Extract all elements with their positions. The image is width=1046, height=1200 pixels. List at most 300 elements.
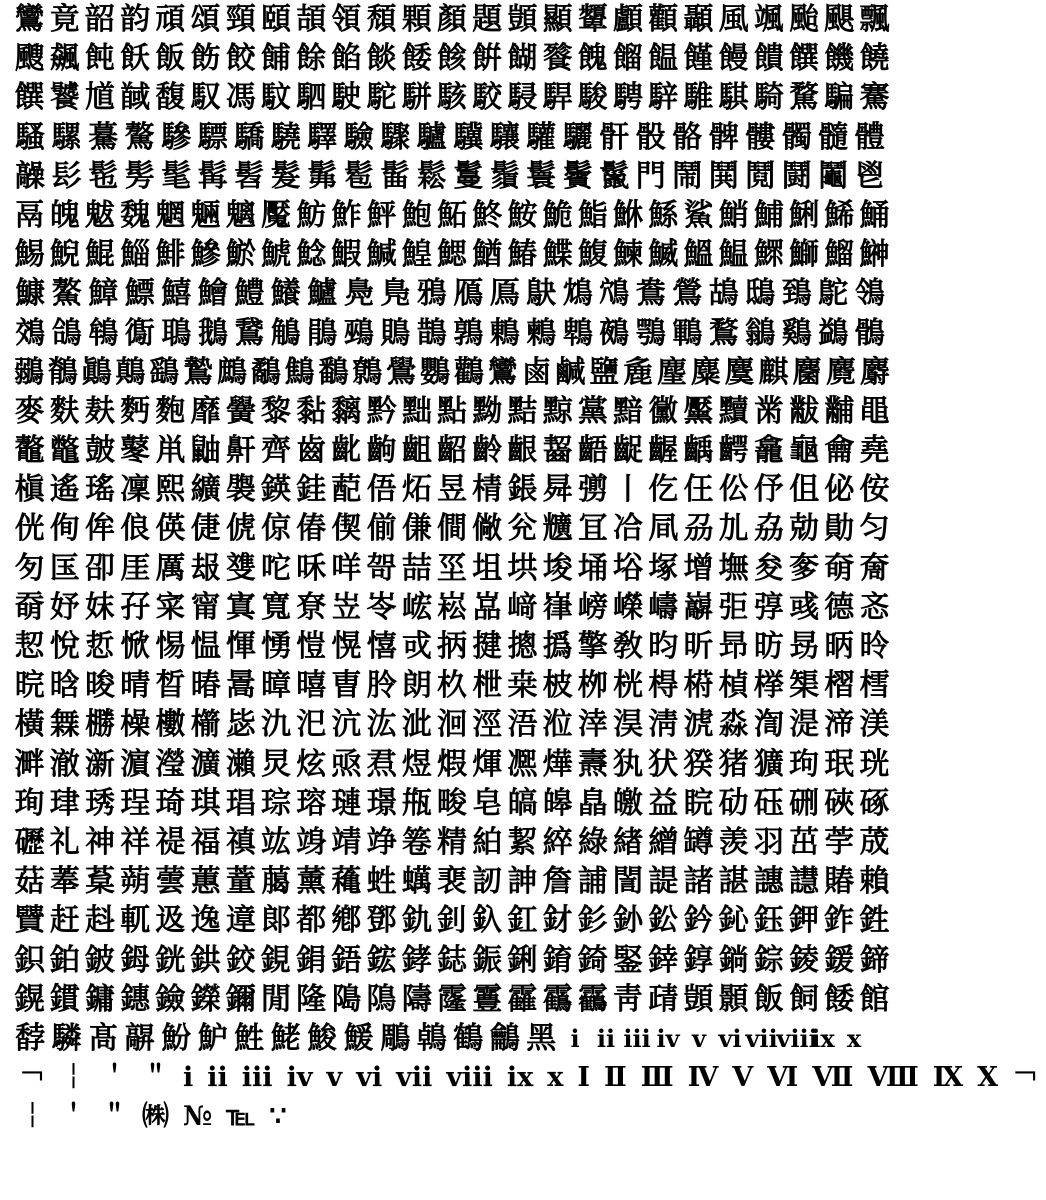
glyph: 鵈 (161, 315, 192, 351)
glyph: 饋 (753, 41, 784, 77)
glyph: 埈 (542, 550, 573, 586)
glyph: 鴕 (818, 276, 849, 312)
glyph: 晥 (14, 668, 45, 704)
glyph: 鰛 (718, 237, 749, 273)
glyph: 伃 (753, 472, 784, 508)
glyph: 侚 (49, 511, 80, 547)
glyph: 彅 (577, 472, 608, 508)
glyph: 塚 (648, 550, 679, 586)
glyph: 鮖 (437, 197, 468, 233)
glyph: 鵞 (234, 315, 265, 351)
glyph-row (12, 745, 892, 784)
glyph: 麌 (724, 354, 755, 390)
glyph: 瀇 (190, 746, 221, 782)
glyph: 曺 (331, 668, 362, 704)
glyph: 蕓 (155, 864, 186, 900)
glyph: 神 (85, 824, 115, 860)
glyph: 熙 (155, 472, 186, 508)
glyph: 麒 (758, 354, 789, 390)
glyph: 昮 (789, 629, 820, 664)
glyph: 砡 (753, 785, 784, 821)
glyph: 鮓 (331, 197, 362, 233)
glyph: 風 (718, 2, 749, 37)
glyph: 咩 (331, 550, 362, 586)
glyph: 麑 (826, 354, 857, 390)
glyph: 颯 (753, 2, 784, 37)
glyph: 領 (331, 2, 362, 37)
glyph: 鬚 (489, 158, 520, 194)
glyph: 餤 (366, 41, 397, 77)
numeral-glyph: ⅲ (623, 1023, 651, 1053)
glyph: 饒 (859, 41, 890, 77)
glyph: 靡 (190, 393, 221, 429)
glyph: 鈹 (85, 942, 115, 978)
glyph: 鯲 (225, 237, 256, 273)
glyph: 晗 (49, 668, 80, 704)
glyph: 鰤 (789, 237, 820, 273)
glyph-row (12, 705, 892, 744)
glyph: 隯 (401, 981, 432, 1017)
glyph: 鬯 (854, 158, 885, 194)
glyph: 鋗 (296, 942, 327, 978)
glyph-row (12, 901, 892, 940)
glyph: 﨔 (753, 668, 784, 704)
glyph: 炫 (296, 746, 327, 782)
glyph: 顥 (718, 981, 749, 1017)
glyph: 黌 (225, 393, 256, 429)
glyph: 礼 (49, 824, 80, 860)
glyph: 增 (683, 550, 714, 586)
glyph: 鮨 (577, 197, 608, 233)
glyph: 鼬 (190, 433, 221, 469)
glyph: 鷙 (183, 354, 214, 390)
glyph: 德 (824, 589, 855, 625)
glyph: 鱚 (161, 276, 192, 312)
glyph: 龠 (824, 433, 855, 469)
glyph: 遧 (225, 903, 256, 939)
glyph: 馞 (15, 1020, 46, 1056)
glyph: 飆 (49, 41, 80, 77)
glyph: 騷 (15, 119, 46, 155)
glyph: 驁 (124, 119, 155, 155)
glyph: 綷 (542, 824, 573, 860)
glyph: 魎 (190, 197, 221, 233)
glyph: 鴟 (745, 276, 776, 312)
glyph: 蘒 (331, 864, 362, 900)
glyph: 顆 (401, 2, 432, 37)
glyph: 饂 (648, 41, 679, 77)
glyph: 黎 (261, 393, 292, 429)
glyph: 鄧 (366, 903, 397, 939)
glyph: 凬 (648, 511, 679, 547)
glyph: 霳 (437, 981, 468, 1017)
glyph: 妤 (49, 589, 80, 625)
glyph: 鑅 (190, 981, 221, 1017)
glyph: 祥 (120, 824, 151, 860)
glyph: 鸞 (14, 2, 45, 37)
glyph: 鬲 (14, 197, 45, 233)
glyph: 鏞 (85, 981, 115, 1017)
glyph: 瀨 (225, 746, 256, 782)
glyph: 韵 (120, 2, 151, 37)
glyph: 罇 (683, 824, 714, 860)
glyph: 馥 (155, 80, 186, 116)
glyph: 馭 (190, 80, 221, 116)
glyph: 魄 (49, 197, 80, 233)
glyph: 餮 (542, 41, 573, 77)
glyph: 劦 (753, 511, 784, 547)
glyph: 鮃 (366, 197, 397, 233)
glyph: Ⅵ (767, 1062, 799, 1094)
glyph: 賰 (824, 864, 855, 900)
glyph: 訷 (507, 864, 538, 900)
glyph: 騾 (51, 119, 82, 155)
glyph: 昤 (859, 629, 890, 664)
glyph: 淲 (683, 707, 714, 743)
glyph: 魃 (85, 197, 115, 233)
numeral-glyph: ⅴ (692, 1023, 706, 1053)
glyph: 鯒 (859, 197, 890, 233)
glyph: 髟 (51, 158, 82, 194)
glyph: 霻 (472, 981, 503, 1017)
glyph: ㈱ (142, 1101, 169, 1133)
glyph: 﨧 (401, 942, 432, 978)
glyph: 鍰 (824, 942, 855, 978)
glyph: 蒴 (120, 864, 151, 900)
glyph: 薰 (296, 864, 327, 900)
glyph: 勛 (824, 511, 855, 547)
glyph: ＇ (60, 1101, 87, 1133)
glyph: 髀 (708, 119, 739, 155)
glyph: 鉎 (859, 903, 890, 939)
glyph: 偂 (366, 511, 397, 547)
glyph: 鶇 (489, 315, 520, 351)
glyph: 鵄 (781, 276, 812, 312)
glyph: 鯔 (120, 237, 151, 273)
glyph: 鳬 (380, 276, 411, 312)
glyph: 惞 (120, 629, 151, 664)
glyph-row (12, 274, 892, 313)
glyph-row (12, 470, 892, 509)
glyph: 鈼 (824, 903, 855, 939)
glyph: 顰 (577, 2, 608, 37)
glyph: 橳 (85, 707, 115, 743)
glyph: 馮 (225, 80, 256, 116)
glyph: 卲 (85, 550, 115, 586)
glyph: 鷏 (115, 354, 146, 390)
glyph: ⅷ (446, 1062, 493, 1094)
glyph: Ⅲ (640, 1062, 674, 1094)
glyph: 驪 (562, 119, 593, 155)
glyph: 飫 (120, 41, 151, 77)
glyph: 琇 (85, 785, 115, 821)
glyph: 鼕 (120, 433, 151, 469)
glyph: 匤 (49, 550, 80, 586)
glyph: ⅰ (183, 1062, 194, 1094)
glyph: 菶 (49, 864, 80, 900)
glyph: 兊 (507, 511, 538, 547)
glyph: 餘 (296, 41, 327, 77)
glyph: 匇 (14, 550, 45, 586)
glyph: 弴 (753, 589, 784, 625)
glyph: 驂 (161, 119, 192, 155)
glyph: 騫 (859, 80, 890, 116)
glyph: 昉 (753, 629, 784, 664)
glyph: 瑤 (85, 472, 115, 508)
glyph: 櫢 (155, 707, 186, 743)
glyph: 甁 (401, 785, 432, 821)
glyph: 鯤 (85, 237, 115, 273)
glyph: 葈 (85, 864, 115, 900)
glyph: 驃 (197, 119, 228, 155)
glyph: 鰔 (366, 237, 397, 273)
glyph: 鶸 (13, 354, 44, 390)
glyph: 頡 (296, 2, 327, 37)
glyph: 齡 (472, 433, 503, 469)
glyph: 餧 (401, 41, 432, 77)
glyph: 餠 (472, 41, 503, 77)
glyph: 緖 (613, 824, 644, 860)
glyph: 倢 (190, 511, 221, 547)
glyph: 侒 (859, 472, 890, 508)
glyph: 澈 (49, 746, 80, 782)
glyph: 韶 (85, 2, 115, 37)
glyph: 鬢 (562, 158, 593, 194)
glyph: 黷 (718, 393, 749, 429)
glyph: ￤ (60, 1062, 87, 1094)
glyph: 鮱 (270, 1020, 301, 1056)
glyph: 愠 (190, 629, 221, 664)
glyph: 駸 (507, 80, 538, 116)
glyph: 朎 (366, 668, 397, 704)
glyph: 福 (190, 824, 221, 860)
glyph: 濵 (120, 746, 151, 782)
glyph: 﨣 (85, 903, 115, 939)
glyph: 鵫 (416, 1020, 447, 1056)
glyph: 遙 (49, 472, 80, 508)
glyph: 琦 (155, 785, 186, 821)
glyph: 鏸 (120, 981, 151, 1017)
glyph: 涬 (577, 707, 608, 743)
glyph: 髱 (343, 158, 374, 194)
glyph: 鷭 (318, 354, 349, 390)
glyph: 顗 (507, 2, 538, 37)
glyph: 髙 (88, 1020, 119, 1056)
glyph: Ⅱ (603, 1062, 627, 1094)
glyph: 顳 (683, 2, 714, 37)
glyph: 叝 (190, 550, 221, 586)
glyph: 侊 (14, 511, 45, 547)
glyph: 賴 (859, 864, 890, 900)
glyph: 駿 (577, 80, 608, 116)
glyph: 郞 (261, 903, 292, 939)
glyph: 箞 (401, 824, 432, 860)
glyph: 﨡 (366, 864, 397, 900)
glyph: 杦 (437, 668, 468, 704)
glyph: ℡ (226, 1101, 256, 1133)
glyph: 鄕 (331, 903, 362, 939)
glyph: 琪 (190, 785, 221, 821)
glyph: 冾 (613, 511, 644, 547)
glyph: 錥 (542, 942, 573, 978)
glyph: 埇 (577, 550, 608, 586)
glyph: 齣 (366, 433, 397, 469)
glyph: 馼 (261, 80, 292, 116)
glyph: 侔 (85, 511, 115, 547)
glyph: 汜 (296, 707, 327, 743)
glyph: 冝 (577, 511, 608, 547)
glyph: 麕 (792, 354, 823, 390)
glyph: 愑 (261, 629, 292, 664)
glyph: 晴 (120, 668, 151, 704)
glyph-row (12, 862, 892, 901)
glyph: 絜 (507, 824, 538, 860)
glyph: 贒 (14, 903, 45, 939)
glyph: 鰈 (542, 237, 573, 273)
glyph: 鯡 (155, 237, 186, 273)
glyph: 驥 (453, 119, 484, 155)
glyph: 鯑 (824, 197, 855, 233)
glyph: 麪 (120, 393, 151, 429)
glyph: 麩 (49, 393, 80, 429)
glyph: 都 (296, 903, 327, 939)
glyph: 鵺 (599, 315, 630, 351)
glyph: 兤 (542, 511, 573, 547)
glyph: 齶 (718, 433, 749, 469)
glyph: 昀 (648, 629, 679, 664)
glyph: 匀 (859, 511, 890, 547)
glyph: 厲 (155, 550, 186, 586)
numeral-glyph: ⅱ (596, 1023, 616, 1053)
glyph: 黼 (824, 393, 855, 429)
glyph: 髏 (745, 119, 776, 155)
glyph: 靍 (542, 981, 573, 1017)
glyph: 黐 (331, 393, 362, 429)
glyph: 鸛 (453, 354, 484, 390)
glyph: 氿 (261, 707, 292, 743)
glyph: 鰲 (51, 276, 82, 312)
glyph: 偆 (296, 511, 327, 547)
glyph: 炻 (401, 472, 432, 508)
glyph: 皜 (507, 785, 538, 821)
glyph: 顱 (613, 2, 644, 37)
glyph: 髣 (124, 158, 155, 194)
glyph: 鋐 (366, 942, 397, 978)
glyph: 齷 (648, 433, 679, 469)
glyph: 饌 (14, 80, 45, 116)
glyph: 鱆 (88, 276, 119, 312)
glyph: 訒 (472, 864, 503, 900)
glyph: 靃 (507, 981, 538, 1017)
glyph: 鴾 (88, 315, 119, 351)
glyph: 齧 (542, 433, 573, 469)
glyph: 髮 (270, 158, 301, 194)
glyph: 摠 (507, 629, 538, 664)
glyph: 錞 (683, 942, 714, 978)
glyph: 棈 (472, 472, 503, 508)
glyph: 鍗 (859, 942, 890, 978)
glyph: 鷸 (250, 354, 281, 390)
glyph: 馗 (85, 80, 115, 116)
glyph: 纊 (190, 472, 221, 508)
glyph: 淏 (613, 707, 644, 743)
glyph: 髯 (197, 158, 228, 194)
glyph-row (12, 784, 892, 823)
glyph: 黴 (648, 393, 679, 429)
glyph: 劯 (718, 785, 749, 821)
glyph: 偰 (331, 511, 362, 547)
glyph-row (12, 941, 892, 980)
glyph: 昱 (437, 472, 468, 508)
glyph: 暠 (225, 668, 256, 704)
glyph: 伀 (718, 472, 749, 508)
glyph: 麭 (155, 393, 186, 429)
last-row (12, 1097, 892, 1136)
glyph: 珒 (49, 785, 80, 821)
glyph: 黝 (472, 393, 503, 429)
glyph: 鶻 (854, 315, 885, 351)
glyph: 寀 (155, 589, 186, 625)
glyph: Ⅸ (932, 1062, 964, 1094)
glyph: 髜 (124, 1020, 155, 1056)
glyph: 齒 (296, 433, 327, 469)
glyph: 皷 (85, 433, 115, 469)
glyph: 鷓 (216, 354, 247, 390)
glyph: 鸚 (420, 354, 451, 390)
glyph: 愷 (296, 629, 327, 664)
glyph: ＇ (101, 1062, 128, 1094)
glyph: ⅳ (286, 1062, 313, 1094)
glyph: 鷯 (352, 354, 383, 390)
glyph: 駝 (366, 80, 397, 116)
glyph: 璉 (331, 785, 362, 821)
glyph: 齲 (683, 433, 714, 469)
glyph: 琮 (261, 785, 292, 821)
glyph: 麁 (623, 354, 654, 390)
glyph: 髑 (781, 119, 812, 155)
glyph: 鯣 (14, 237, 45, 273)
numeral-glyph: ⅳ (656, 1023, 680, 1053)
glyph: 鮑 (401, 197, 432, 233)
glyph: 璟 (366, 785, 397, 821)
glyph: 珵 (120, 785, 151, 821)
glyph: 暙 (190, 668, 221, 704)
glyph: 伹 (789, 472, 820, 508)
glyph: Ⅶ (812, 1062, 854, 1094)
glyph: 騂 (648, 80, 679, 116)
glyph: 齬 (577, 433, 608, 469)
glyph: 茁 (789, 824, 820, 860)
glyph: 鴒 (854, 276, 885, 312)
glyph: 竟 (49, 2, 80, 37)
glyph: 鶩 (708, 315, 739, 351)
glyph: 鮟 (507, 197, 538, 233)
glyph: 軏 (120, 903, 151, 939)
glyph: 騅 (683, 80, 714, 116)
glyph: 堯 (859, 433, 890, 469)
glyph: 鴆 (562, 276, 593, 312)
glyph: 鵯 (562, 315, 593, 351)
glyph: 睆 (683, 785, 714, 821)
glyph: 玽 (789, 746, 820, 782)
glyph: 尞 (296, 589, 327, 625)
glyph: 鰒 (577, 237, 608, 273)
glyph: 頤 (261, 2, 292, 37)
glyph: 崧 (437, 589, 468, 625)
glyph: 橾 (120, 707, 151, 743)
glyph: 鴉 (416, 276, 447, 312)
glyph-row (12, 666, 892, 705)
